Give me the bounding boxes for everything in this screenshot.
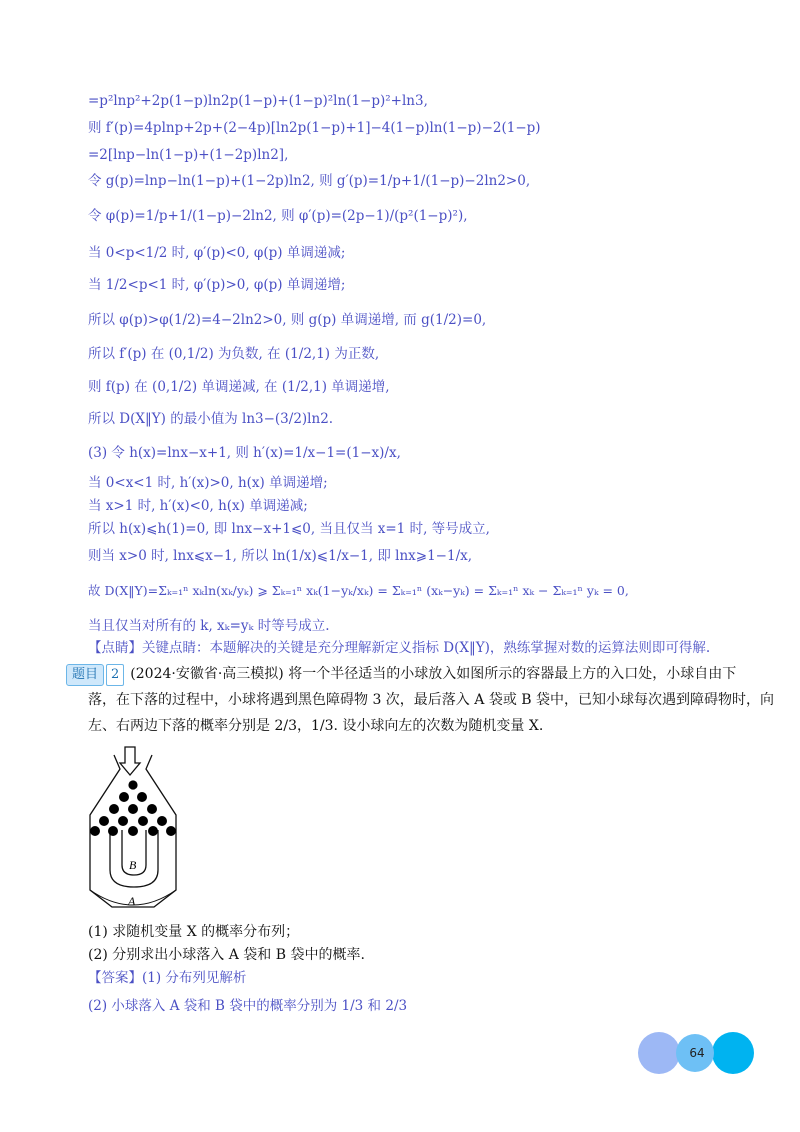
page-number: 64 [689, 1046, 705, 1060]
solution-line: 则 f′(p)=4plnp+2p+(2−4p)[ln2p(1−p)+1]−4(1−p)ln(1−p)−2(1−p) [88, 120, 541, 136]
problem-line-1 [66, 664, 736, 686]
page-circle-light [638, 1032, 680, 1074]
solution-line: 所以 f′(p) 在 (0,1/2) 为负数, 在 (1/2,1) 为正数, [88, 346, 380, 362]
question-1: (1) 求随机变量 X 的概率分布列； [88, 924, 300, 940]
page-circle-dark [712, 1032, 754, 1074]
solution-line: =2[lnp−ln(1−p)+(1−2p)ln2], [88, 147, 289, 163]
solution-line: 当且仅当对所有的 k, xₖ=yₖ 时等号成立. [88, 618, 330, 634]
container-diagram [82, 745, 202, 919]
problem-line-3: 左、右两边下落的概率分别是 2/3，1/3. 设小球向左的次数为随机变量 X. [88, 718, 544, 734]
container-svg [82, 745, 202, 915]
solution-line: =p²lnp²+2p(1−p)ln2p(1−p)+(1−p)²ln(1−p)²+ln3, [88, 93, 428, 109]
solution-line: 则 f(p) 在 (0,1/2) 单调递减, 在 (1/2,1) 单调递增, [88, 379, 390, 395]
problem-line-2: 落，在下落的过程中，小球将遇到黑色障碍物 3 次，最后落入 A 袋或 B 袋中，已知小球每次遇到障碍物时，向 [88, 692, 775, 708]
solution-line: 故 D(X‖Y)=Σₖ₌₁ⁿ xₖln(xₖ/yₖ) ⩾ Σₖ₌₁ⁿ xₖ(1−yₖ/xₖ) = Σₖ₌₁ⁿ (xₖ−yₖ) = Σₖ₌₁ⁿ xₖ − Σₖ₌₁ⁿ yₖ = 0, [88, 583, 629, 598]
solution-line: 当 x>1 时, h′(x)<0, h(x) 单调递减; [88, 498, 308, 514]
problem-number: 2 [106, 664, 124, 686]
solution-line: 所以 φ(p)>φ(1/2)=4−2ln2>0, 则 g(p) 单调递增, 而 g(1/2)=0, [88, 312, 487, 328]
solution-line: 当 0<p<1/2 时, φ′(p)<0, φ(p) 单调递减; [88, 245, 346, 261]
comment-text: 关键点睛：本题解决的关键是充分理解新定义指标 D(X‖Y)，熟练掌握对数的运算法则即可得解. [142, 640, 711, 656]
solution-line: 当 0<x<1 时, h′(x)>0, h(x) 单调递增; [88, 475, 328, 491]
comment-label: 【点睛】 [88, 640, 142, 656]
solution-line: (3) 令 h(x)=lnx−x+1, 则 h′(x)=1/x−1=(1−x)/x, [88, 445, 401, 461]
answer-line-1 [88, 968, 246, 988]
solution-line: 令 g(p)=lnp−ln(1−p)+(1−2p)ln2, 则 g′(p)=1/p+1/(1−p)−2ln2>0, [88, 173, 531, 189]
problem-tag: 题目 [66, 664, 104, 686]
label-b: B [129, 858, 137, 872]
solution-line: 所以 h(x)⩽h(1)=0, 即 lnx−x+1⩽0, 当且仅当 x=1 时, 等号成立, [88, 521, 490, 537]
solution-line: 则当 x>0 时, lnx⩽x−1, 所以 ln(1/x)⩽1/x−1, 即 lnx⩾1−1/x, [88, 548, 473, 564]
solution-line: 令 φ(p)=1/p+1/(1−p)−2ln2, 则 φ′(p)=(2p−1)/(p²(1−p)²), [88, 208, 468, 224]
solution-line: 当 1/2<p<1 时, φ′(p)>0, φ(p) 单调递增; [88, 277, 346, 293]
problem-text: (2024·安徽省·高三模拟) 将一个半径适当的小球放入如图所示的容器最上方的入口处，小球自由下 [130, 666, 737, 682]
question-2: (2) 分别求出小球落入 A 袋和 B 袋中的概率. [88, 947, 365, 963]
solution-line: 所以 D(X‖Y) 的最小值为 ln3−(3/2)ln2. [88, 411, 334, 427]
label-a: A [128, 894, 136, 908]
comment-line [88, 639, 710, 657]
answer-text-1: (1) 分布列见解析 [142, 970, 247, 986]
answer-label: 【答案】 [88, 970, 142, 986]
answer-line-2: (2) 小球落入 A 袋和 B 袋中的概率分别为 1/3 和 2/3 [88, 998, 408, 1014]
